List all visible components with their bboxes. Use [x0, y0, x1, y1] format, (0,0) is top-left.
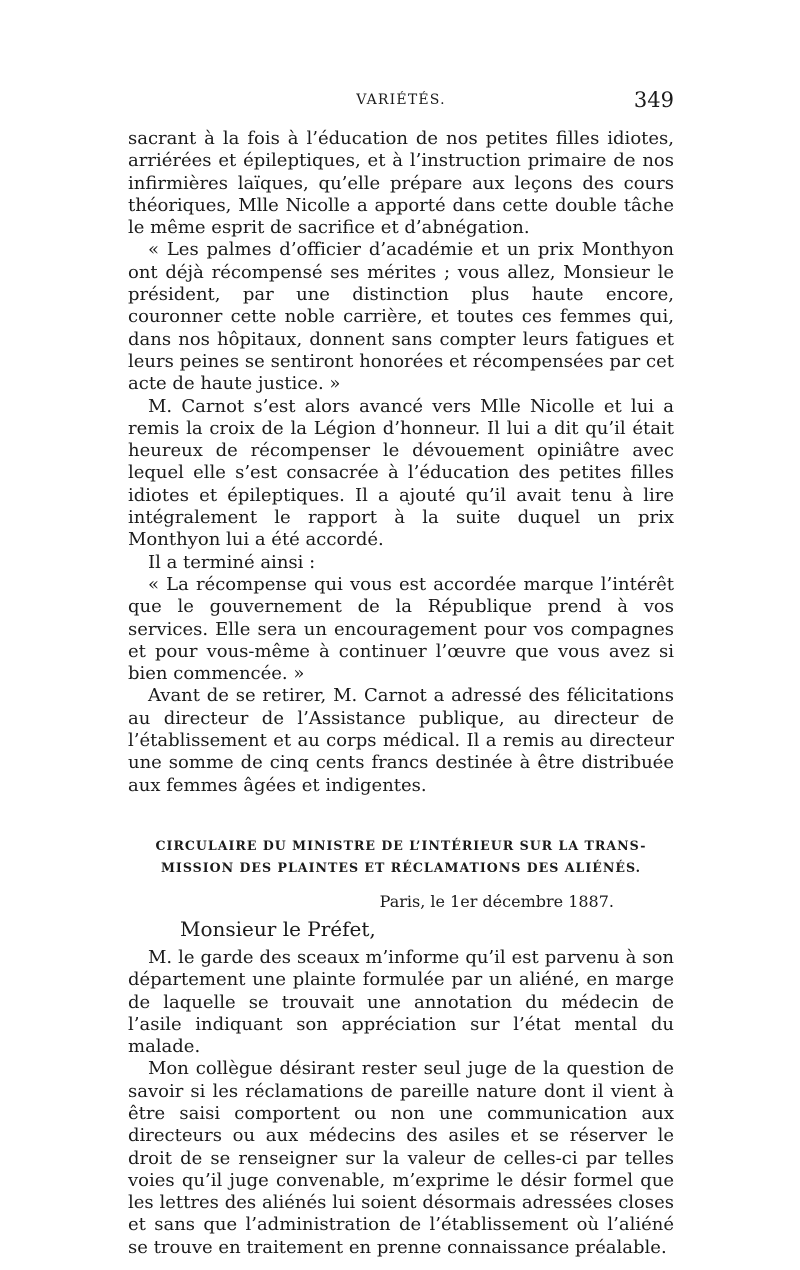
running-title: VARIÉTÉS.: [356, 92, 446, 108]
circular-heading-line-2: MISSION DES PLAINTES ET RÉCLAMATIONS DES ALIÉNÉS.: [160, 859, 642, 875]
page-number: 349: [633, 88, 674, 112]
paragraph-mon-collegue: Mon collègue désirant rester seul juge de la question de savoir si les réclamations de pareille nature dont il vient à être saisi comportent ou non une communication aux directeurs ou aux médecins des asiles et se réserver le droit de se renseigner sur la valeur de celles-ci par telles voies qu’il juge convenable, m’exprime le désir formel que les lettres des aliénés lui soient désormais adressées closes et sans que l’administration de l’établissement où l’aliéné se trouve en traitement en prenne connaissance préalable.: [128, 1058, 674, 1258]
circular-heading: [128, 835, 674, 879]
book-page: [128, 88, 674, 1259]
circular-heading-line-1: CIRCULAIRE DU MINISTRE DE L’INTÉRIEUR SUR LA TRANS-: [155, 837, 647, 853]
paragraph-avant-retirer: Avant de se retirer, M. Carnot a adressé des félicitations au directeur de l’Assistance publique, au directeur de l’établissement et au corps médical. Il a remis au directeur une somme de cinq cents francs destinée à être distribuée aux femmes âgées et indigentes.: [128, 685, 674, 796]
paragraph-termine: Il a terminé ainsi :: [148, 551, 316, 573]
paragraph-carnot-croix: M. Carnot s’est alors avancé vers Mlle Nicolle et lui a remis la croix de la Légion d’honneur. Il lui a dit qu’il était heureux de récompenser le dévouement opiniâtre avec lequel elle s’est consacrée à l’éducation des petites filles idiotes et épileptiques. Il a ajouté qu’il avait tenu à lire intégralement le rapport à la suite duquel un prix Monthyon lui a été accordé.: [128, 395, 674, 551]
running-header: [128, 88, 674, 128]
paragraph-garde-des-sceaux: M. le garde des sceaux m’informe qu’il est parvenu à son département une plainte formulée par un aliéné, en marge de laquelle se trouvait une annotation du médecin de l’asile indiquant son appréciation sur l’état mental du malade.: [128, 946, 674, 1058]
paragraph-quote-palmes: « Les palmes d’officier d’académie et un prix Monthyon ont déjà récompensé ses mérites ; vous allez, Monsieur le président, par une distinction plus haute encore, couronner cette noble carrière, et toutes ces femmes qui, dans nos hôpitaux, donnent sans compter leurs fatigues et leurs peines se sentiront honorées et récompensées par cet acte de haute justice. »: [128, 239, 674, 395]
dateline: Paris, le 1er décembre 1887.: [379, 891, 614, 911]
salutation: Monsieur le Préfet,: [180, 916, 376, 941]
paragraph-continued: sacrant à la fois à l’éducation de nos petites filles idiotes, arriérées et épileptiques, et à l’instruction primaire de nos infirmières laïques, qu’elle prépare aux leçons des cours théoriques, Mlle Nicolle a apporté dans cette double tâche le même esprit de sacrifice et d’abnégation.: [128, 128, 674, 239]
paragraph-quote-recompense: « La récompense qui vous est accordée marque l’intérêt que le gouvernement de la République prend à vos services. Elle sera un encouragement pour vos compagnes et pour vous-même à continuer l’œuvre que vous avez si bien commencée. »: [128, 573, 674, 685]
